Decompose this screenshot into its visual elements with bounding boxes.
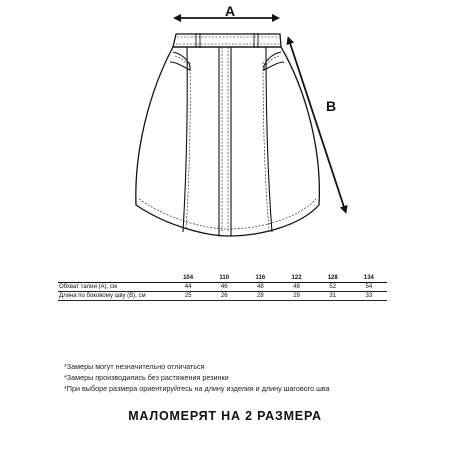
- right-pocket: [264, 52, 284, 70]
- table-cell: 29: [278, 292, 314, 301]
- table-row: [58, 292, 387, 301]
- note-no-stretch: *Замеры производились без растяжения резинки: [64, 373, 229, 382]
- size-header-116: 116: [242, 274, 278, 283]
- note-measurements-vary: *Замеры могут незначительно отличаться: [64, 362, 205, 371]
- label-b: B: [325, 98, 337, 114]
- skirt-body: [136, 47, 320, 236]
- table-cell: 46: [206, 283, 242, 292]
- table-cell: 33: [351, 292, 387, 301]
- table-cell: 54: [351, 283, 387, 292]
- table-row: [58, 283, 387, 292]
- right-panel-seam: [266, 47, 272, 232]
- waistband: [173, 34, 281, 47]
- size-header-corner: [58, 274, 170, 283]
- notes-block: [64, 361, 404, 394]
- size-header-104: 104: [170, 274, 206, 283]
- size-warning-headline: МАЛОМЕРЯТ НА 2 РАЗМЕРА: [128, 409, 322, 423]
- skirt-drawing: [136, 33, 320, 236]
- left-panel-seam: [183, 47, 187, 232]
- table-cell: 48: [242, 283, 278, 292]
- front-placket: [219, 47, 231, 236]
- label-a: A: [224, 3, 236, 19]
- side-seam-arrow: [289, 40, 345, 210]
- table-cell: 48: [278, 283, 314, 292]
- row-label-waist: Обхват талии (А), см: [58, 283, 170, 292]
- size-header-134: 134: [351, 274, 387, 283]
- size-header-row: [58, 274, 387, 283]
- table-cell: 52: [315, 283, 351, 292]
- table-cell: 31: [315, 292, 351, 301]
- size-header-122: 122: [278, 274, 314, 283]
- size-table: [58, 274, 387, 301]
- note-size-guidance: *При выборе размера ориентируйтесь на длину изделия и длину шагового шва: [64, 384, 330, 393]
- table-cell: 26: [206, 292, 242, 301]
- size-header-128: 128: [315, 274, 351, 283]
- table-cell: 28: [242, 292, 278, 301]
- row-label-side-seam: Длина по боковому шву (В), см: [58, 292, 170, 301]
- table-cell: 25: [170, 292, 206, 301]
- size-header-110: 110: [206, 274, 242, 283]
- table-cell: 44: [170, 283, 206, 292]
